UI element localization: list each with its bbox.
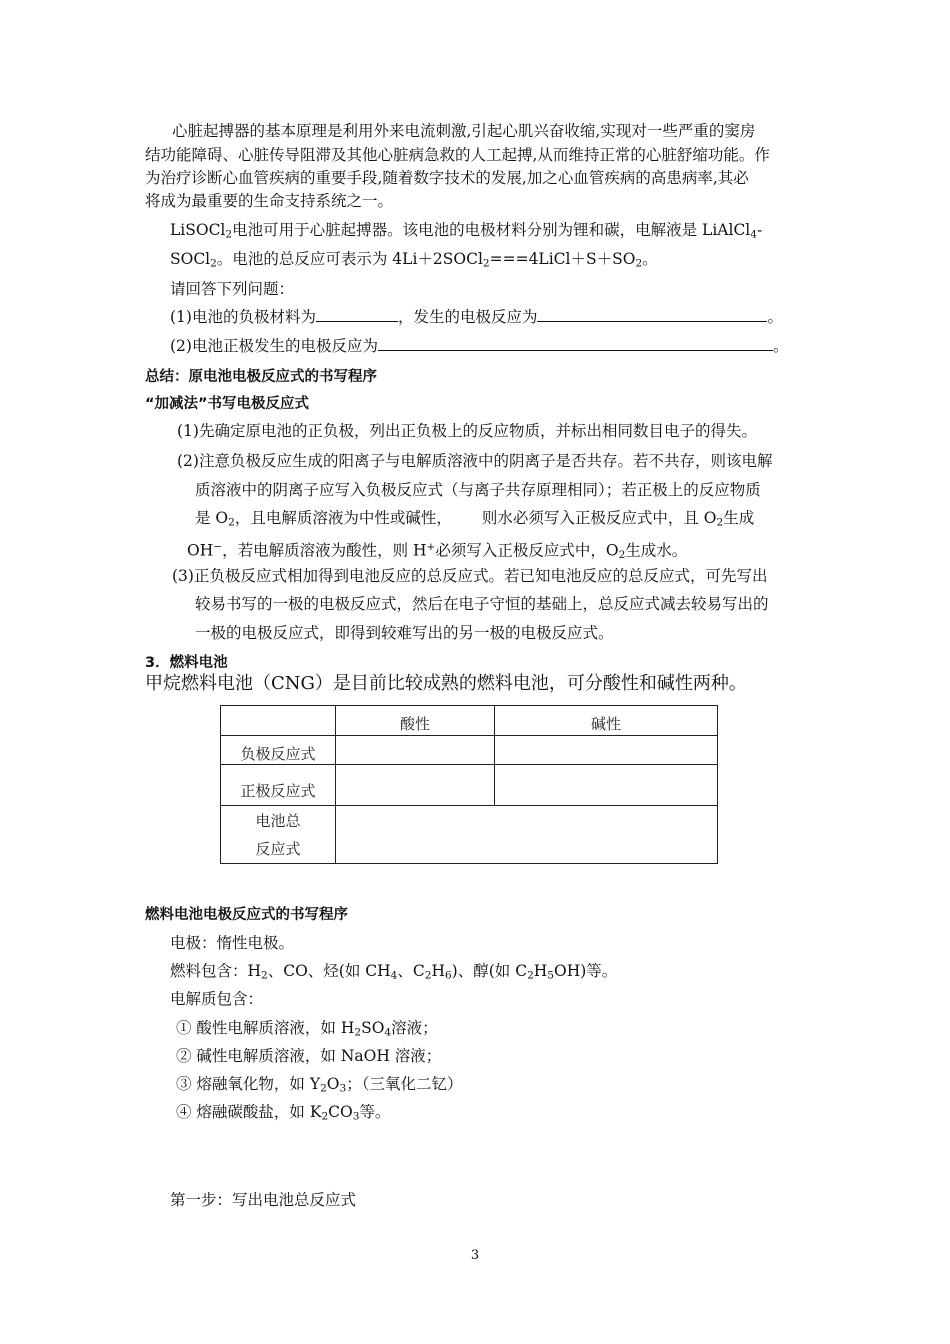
text-run: )、醇(如 C <box>451 962 528 980</box>
table-cell[interactable] <box>336 736 495 765</box>
text-run: 。 <box>772 337 789 355</box>
text-run: 生成 <box>723 509 755 527</box>
text-run: CO <box>328 1103 353 1121</box>
text-run: OH <box>187 541 214 560</box>
subscript: 4 <box>750 228 757 241</box>
table-row <box>221 806 718 864</box>
text-run: ===4LiCl＋S＋SO <box>489 250 636 268</box>
summary-step-3-line-3: 一极的电极反应式，即得到较难写出的另一极的电极反应式。 <box>195 624 614 642</box>
summary-step-2-line-2: 质溶液中的阴离子应写入负极反应式（与离子共存原理相同）；若正极上的反应物质 <box>195 481 761 499</box>
subscript: 2 <box>321 1110 329 1123</box>
text-run: H <box>533 962 548 980</box>
procedure-title: 燃料电池电极反应式的书写程序 <box>145 907 348 923</box>
electrolyte-item-2: ② 碱性电解质溶液，如 NaOH 溶液； <box>176 1047 442 1065</box>
text-run: - <box>756 221 763 239</box>
subscript: 2 <box>261 969 268 982</box>
text-run: 电池可用于心脏起搏器。该电池的电极材料分别为锂和碳，电解液是 LiAlCl <box>232 221 751 239</box>
subscript: 2 <box>354 1026 362 1039</box>
text-run: LiSOCl <box>170 221 226 239</box>
subscript: 2 <box>320 1082 327 1095</box>
intro-line-1: 心脏起搏器的基本原理是利用外来电流刺激,引起心肌兴奋收缩,实现对一些严重的窦房 <box>172 122 756 140</box>
summary-step-2-line-3 <box>195 507 754 534</box>
subscript: 2 <box>527 969 534 982</box>
intro-line-3: 为治疗诊断心血管疾病的重要手段,随着数字技术的发展,加之心血管疾病的高患病率,其必 <box>145 169 749 187</box>
superscript: + <box>426 541 436 553</box>
fuel-intro: 甲烷燃料电池（CNG）是目前比较成熟的燃料电池，可分酸性和碱性两种。 <box>145 673 747 694</box>
text-run: 。 <box>642 250 658 268</box>
subscript: 2 <box>228 516 235 529</box>
subscript: 2 <box>225 228 233 241</box>
page-number: 3 <box>470 1248 480 1263</box>
intro-line-2: 结功能障碍、心脏传导阻滞及其他心脏病急救的人工起搏,从而维持正常的心脏舒缩功能。作 <box>145 146 770 164</box>
text-run: ，且电解质溶液为中性或碱性， <box>234 509 452 527</box>
text-run: 。 <box>767 308 783 326</box>
text-run: H <box>431 962 445 980</box>
text-run: SOCl <box>170 250 211 268</box>
summary-step-2-line-4 <box>187 536 687 566</box>
subscript: 2 <box>635 257 643 270</box>
text-run: 则水必须写入正极反应式中，且 O <box>481 509 717 527</box>
summary-step-3-line-1: (3)正负极反应式相加得到电池反应的总反应式。若已知电池反应的总反应式，可先写出 <box>172 567 768 585</box>
subscript: 4 <box>390 969 398 982</box>
text-run: (2)电池正极发生的电极反应为 <box>170 337 378 355</box>
answer-blank-1a[interactable] <box>316 307 398 322</box>
procedure-fuel <box>170 960 617 987</box>
table-row <box>221 736 718 765</box>
subscript: 2 <box>424 969 432 982</box>
electrolyte-item-1 <box>176 1017 438 1044</box>
question-1 <box>170 306 783 328</box>
text-run: ，发生的电极反应为 <box>397 308 538 326</box>
text-run: (1)电池的负极材料为 <box>170 308 316 326</box>
subscript: 4 <box>384 1026 392 1039</box>
table-cell[interactable] <box>336 806 718 864</box>
subscript: 6 <box>444 969 452 982</box>
summary-step-1: (1)先确定原电池的正负极，列出正负极上的反应物质，并标出相同数目电子的得失。 <box>177 422 757 440</box>
row-header-negative: 负极反应式 <box>221 736 336 765</box>
text-run: 燃料包含：H <box>170 962 262 980</box>
table-row <box>221 706 718 736</box>
answer-blank-2[interactable] <box>378 336 773 351</box>
text-run: 、C <box>397 962 425 980</box>
table-cell[interactable] <box>336 765 495 806</box>
col-header-acid: 酸性 <box>336 706 495 736</box>
text-run: O <box>326 1075 340 1093</box>
subscript: 2 <box>482 257 490 270</box>
row-header-total <box>221 806 336 864</box>
col-header-base: 碱性 <box>495 706 718 736</box>
question-line-1 <box>170 219 762 246</box>
answer-blank-1b[interactable] <box>537 307 767 322</box>
question-line-2 <box>170 248 658 275</box>
text-run: 等。 <box>359 1103 391 1121</box>
text-run: SO <box>361 1019 385 1037</box>
question-2 <box>170 335 788 357</box>
table-cell[interactable] <box>495 736 718 765</box>
table-row <box>221 765 718 806</box>
text-run: 是 O <box>195 509 229 527</box>
text-run: 、CO、烃(如 CH <box>267 962 391 980</box>
question-prompt: 请回答下列问题： <box>170 280 295 298</box>
reaction-table <box>220 705 718 864</box>
text-run: ；（三氧化二钇） <box>346 1075 463 1093</box>
text-run: ① 酸性电解质溶液，如 H <box>176 1019 355 1037</box>
summary-step-2-line-1: (2)注意负极反应生成的阳离子与电解质溶液中的阴离子是否共存。若不共存，则该电解 <box>177 452 773 470</box>
text-run: 生成水。 <box>625 541 688 560</box>
procedure-electrolyte: 电解质包含： <box>170 990 264 1008</box>
superscript: − <box>213 541 223 553</box>
table-cell <box>221 706 336 736</box>
text-run: ④ 熔融碳酸盐，如 K <box>176 1103 322 1121</box>
text-run: 。电池的总反应可表示为 4Li＋2SOCl <box>216 250 483 268</box>
procedure-step-1: 第一步：写出电池总反应式 <box>170 1191 357 1209</box>
row-header-positive: 正极反应式 <box>221 765 336 806</box>
text-run: ③ 熔融氧化物，如 Y <box>176 1075 321 1093</box>
subscript: 5 <box>547 969 554 982</box>
electrolyte-item-3 <box>176 1073 462 1100</box>
subscript: 2 <box>716 516 724 529</box>
subscript: 2 <box>210 257 217 270</box>
subscript: 3 <box>339 1082 347 1095</box>
table-cell[interactable] <box>495 765 718 806</box>
procedure-electrode: 电极：惰性电极。 <box>170 934 295 952</box>
row-header-total-line-2: 反应式 <box>255 839 301 858</box>
text-run: ，若电解质溶液为酸性，则 H <box>222 541 427 560</box>
row-header-total-line-1: 电池总 <box>255 811 301 830</box>
text-run: OH)等。 <box>554 962 618 980</box>
subscript: 2 <box>618 548 626 561</box>
text-run: 必须写入正极反应式中，O <box>435 541 619 560</box>
summary-title: 总结：原电池电极反应式的书写程序 <box>145 369 377 385</box>
summary-step-3-line-2: 较易书写的一极的电极反应式，然后在电子守恒的基础上，总反应式减去较易写出的 <box>195 595 769 613</box>
text-run: 溶液； <box>391 1019 438 1037</box>
electrolyte-item-4 <box>176 1101 390 1128</box>
summary-method: “加减法”书写电极反应式 <box>145 396 310 412</box>
subscript: 3 <box>352 1110 360 1123</box>
intro-line-4: 将成为最重要的生命支持系统之一。 <box>145 192 394 210</box>
fuel-heading: 3．燃料电池 <box>145 655 228 671</box>
